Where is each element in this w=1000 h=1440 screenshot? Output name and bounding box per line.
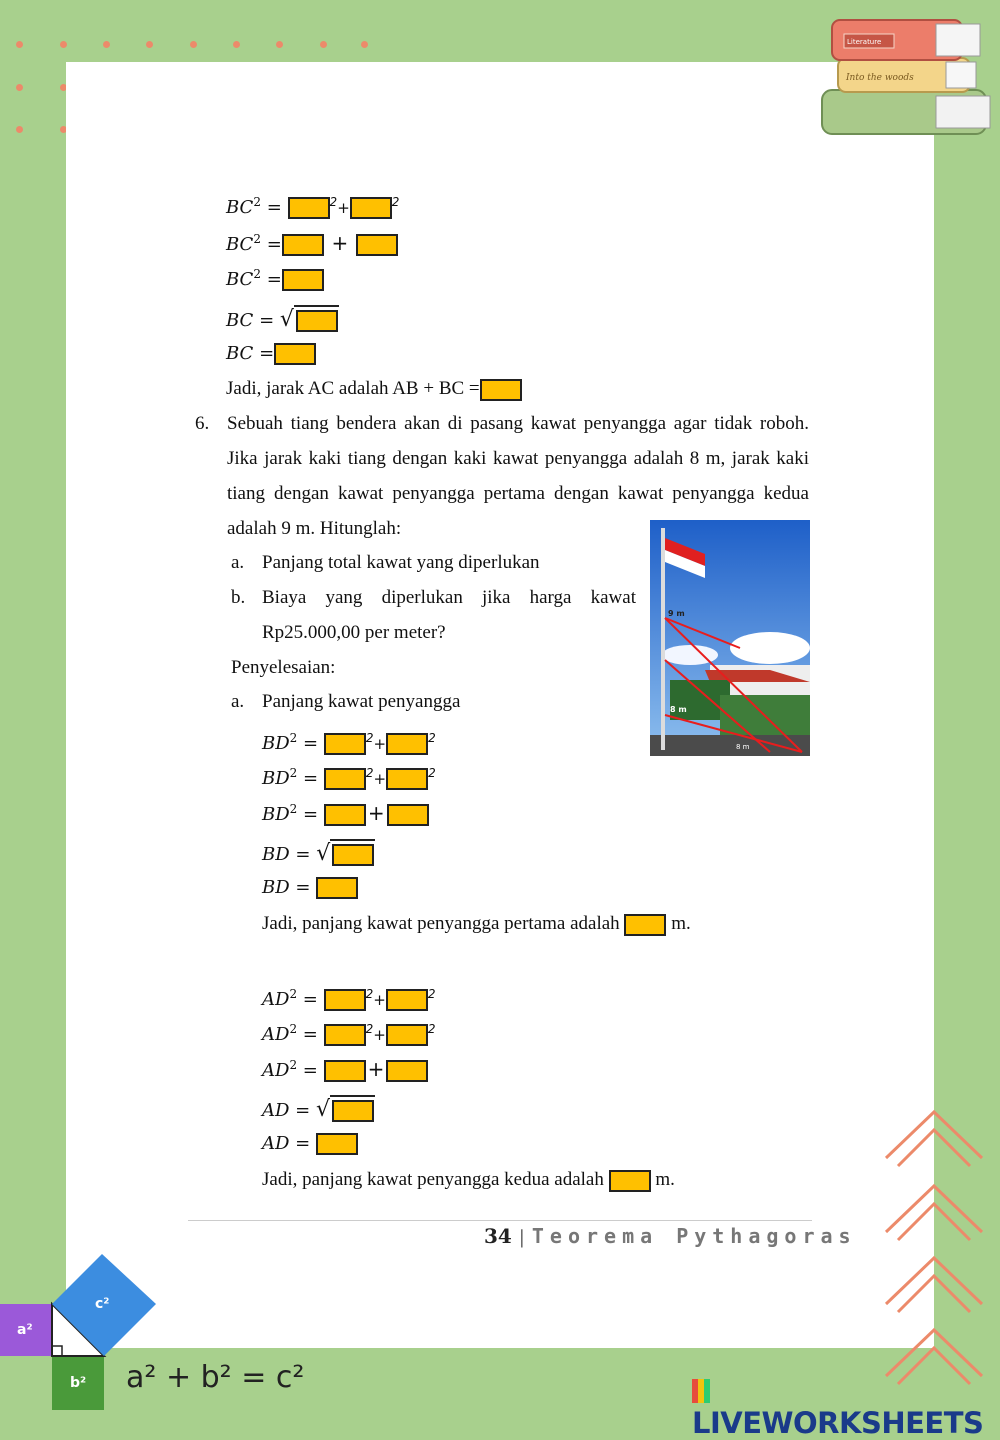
ad-squares-line-2: $AD^2 = ^2+ ^2$ xyxy=(262,1022,436,1045)
ad-squares-line-1: $AD^2 = ^2+ ^2$ xyxy=(262,987,436,1010)
equals-sign: = xyxy=(259,343,275,364)
equals-sign: = xyxy=(266,197,282,218)
answer-box[interactable] xyxy=(350,197,392,219)
photo-label-base: 8 m xyxy=(736,743,750,751)
logo-text: LIVEWORKSHEETS xyxy=(692,1406,984,1440)
solution-label: Penyelesaian: xyxy=(231,657,336,678)
answer-box[interactable] xyxy=(480,379,522,401)
var-bc: BC xyxy=(226,310,254,331)
c-squared-label: c² xyxy=(95,1296,110,1312)
bc-sqrt-line: BC = √ xyxy=(226,305,339,333)
equals-sign: = xyxy=(266,269,282,290)
ad-sqrt-line: AD = √ xyxy=(262,1095,375,1123)
answer-box[interactable] xyxy=(386,1024,428,1046)
bd-sum-line: $BD^2$ = + xyxy=(262,797,429,827)
chevron-decor-icon xyxy=(884,1108,994,1408)
bd-result-line: BD = xyxy=(262,876,358,900)
answer-box[interactable] xyxy=(274,343,316,365)
var-bd: BD xyxy=(262,844,290,865)
part-a-text: Panjang total kawat yang diperlukan xyxy=(262,552,540,573)
bc-result-line xyxy=(226,342,316,366)
var-bd: BD xyxy=(262,733,290,754)
answer-box[interactable] xyxy=(316,1133,358,1155)
bc-squares-line: $BC^2 = ^2+ ^2$ xyxy=(226,195,400,218)
var-ad: AD xyxy=(262,1060,290,1081)
answer-box[interactable] xyxy=(324,1060,366,1082)
sol-a-text: Panjang kawat penyangga xyxy=(262,691,461,712)
b-squared-label: b² xyxy=(70,1375,87,1391)
var-bc: BC xyxy=(226,269,254,290)
pythagoras-formula: a² + b² = c² xyxy=(126,1360,305,1395)
answer-box[interactable] xyxy=(386,1060,428,1082)
bd-squares-line-1: $BD^2 = ^2+ ^2$ xyxy=(262,731,436,754)
unit-label: m. xyxy=(671,913,691,934)
answer-box[interactable] xyxy=(386,768,428,790)
logo-mark-icon xyxy=(692,1379,710,1403)
var-bc: BC xyxy=(226,234,254,255)
a-squared-label: a² xyxy=(17,1322,33,1338)
answer-box[interactable] xyxy=(386,733,428,755)
var-bd: BD xyxy=(262,804,290,825)
footer-separator: | xyxy=(519,1226,524,1248)
answer-box[interactable] xyxy=(332,844,374,866)
ad-conclusion xyxy=(262,1168,675,1192)
book-title: Teorema Pythagoras xyxy=(531,1224,857,1248)
var-bc: BC xyxy=(226,197,254,218)
answer-box[interactable] xyxy=(296,310,338,332)
var-bc: BC xyxy=(226,343,254,364)
answer-box[interactable] xyxy=(356,234,398,256)
book-title-1: Literature xyxy=(847,38,882,46)
answer-box[interactable] xyxy=(609,1170,651,1192)
answer-box[interactable] xyxy=(624,914,666,936)
bd-conclusion xyxy=(262,912,691,936)
answer-box[interactable] xyxy=(316,877,358,899)
answer-box[interactable] xyxy=(324,733,366,755)
answer-box[interactable] xyxy=(324,1024,366,1046)
book-title-2: Into the woods xyxy=(846,73,914,83)
photo-label-lower: 8 m xyxy=(670,705,687,714)
sol-a-label: a. xyxy=(231,691,245,712)
bd-squares-line-2: $BD^2 = ^2+ ^2$ xyxy=(262,766,436,789)
answer-box[interactable] xyxy=(332,1100,374,1122)
var-ad: AD xyxy=(262,1100,290,1121)
books-illustration xyxy=(816,8,996,146)
equals-sign: = xyxy=(259,310,275,331)
part-b-label: b. xyxy=(231,587,246,608)
footer-divider xyxy=(188,1220,812,1221)
bd-sqrt-line: BD = √ xyxy=(262,839,375,867)
flagpole-photo xyxy=(650,520,810,756)
question-text: Sebuah tiang bendera akan di pasang kawat penyangga agar tidak roboh. Jika jarak kaki tiang dengan kaki kawat penyangga adalah 8 m, jarak kaki tiang dengan kawat penyangga pertama dengan kawat penyangga kedua adalah 9 m. Hitunglah: xyxy=(227,413,809,539)
ac-conclusion xyxy=(226,377,522,401)
var-ad: AD xyxy=(262,1133,290,1154)
answer-box[interactable] xyxy=(387,804,429,826)
liveworksheets-logo[interactable] xyxy=(692,1372,1000,1440)
part-a-label: a. xyxy=(231,552,245,573)
bc-sum-line: $BC^2$ = + xyxy=(226,227,398,257)
page-footer xyxy=(484,1224,857,1249)
answer-box[interactable] xyxy=(324,804,366,826)
photo-label-upper: 9 m xyxy=(668,609,685,618)
part-b-text: Biaya yang diperlukan jika harga kawat Rp25.000,00 per meter? xyxy=(262,587,636,643)
unit-label: m. xyxy=(655,1169,675,1190)
answer-box[interactable] xyxy=(282,234,324,256)
ad-conclusion-text: Jadi, panjang kawat penyangga kedua adalah xyxy=(262,1169,604,1190)
ad-sum-line: $AD^2$ = + xyxy=(262,1053,428,1083)
answer-box[interactable] xyxy=(324,768,366,790)
var-ad: AD xyxy=(262,989,290,1010)
bd-conclusion-text: Jadi, panjang kawat penyangga pertama adalah xyxy=(262,913,620,934)
var-ad: AD xyxy=(262,1024,290,1045)
answer-box[interactable] xyxy=(324,989,366,1011)
question-number: 6. xyxy=(195,413,210,434)
answer-box[interactable] xyxy=(386,989,428,1011)
page-number: 34 xyxy=(484,1224,512,1248)
bc-square-result-line: $BC^2$ = xyxy=(226,262,324,292)
answer-box[interactable] xyxy=(288,197,330,219)
equals-sign: = xyxy=(266,234,282,255)
ad-result-line: AD = xyxy=(262,1132,358,1156)
var-bd: BD xyxy=(262,768,290,789)
answer-box[interactable] xyxy=(282,269,324,291)
var-bd: BD xyxy=(262,877,290,898)
ac-conclusion-text: Jadi, jarak AC adalah AB + BC = xyxy=(226,378,480,399)
